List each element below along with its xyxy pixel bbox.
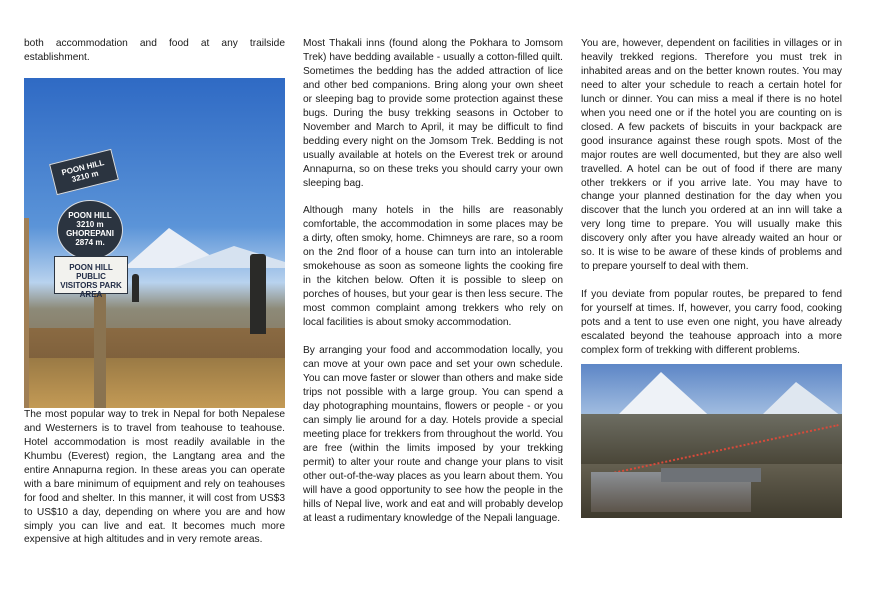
trekker-distant [132,274,139,302]
paragraph: You are, however, dependent on facilities in villages or in heavily trekked regions. Therefore you must trek in inhabited areas and on the better known routes. You may need to alter your schedule to reach a certain hotel for lunch or dinner. You can miss a meal if there is no hotel when you need one or if the hotel you are counting on is closed. A few packets of biscuits in your backpack are good insurance against these rough spots. Most of the major routes are well documented, but they are also well travelled. A hotel can be out of food if there are many other trekkers or if you arrive late. You may have to change your planned destination for the day when you discover that the lunch you ordered at an inn will take a very long time to prepare. You will usually make this discovery only after you have already waited an hour or so. It is wise to be aware of these kinds of problems and to prepare yourself to deal with them. [581,38,842,273]
dark-ridge [581,414,842,464]
snow-ridge [174,246,285,268]
paragraph: both accommodation and food at any trailside establishment. [24,38,285,63]
trekker [250,254,266,334]
poon-hill-sign: POON HILL 3210 m [49,149,119,196]
text-column-3 [581,37,842,518]
mountain-village-photo [581,364,842,518]
roof [661,468,761,482]
paragraph: If you deviate from popular routes, be prepared to fend for yourself at times. If, however, you carry food, cooking pots and a tent to use even one night, you have already escalated beyond the teahouse approach into a more complex form of trekking with different problems. [581,289,842,357]
paragraph: Most Thakali inns (found along the Pokhara to Jomsom Trek) have bedding available - usually a cotton-filled quilt. Sometimes the bedding has the added attraction of lice and other bed companions. Bring along your own sheet or sleeping bag to provide some protection against these bugs. During the busy trekking seasons in October to November and March to April, it may be difficult to find bedding every night on the Jomsom Trek. Bedding is not usually available at hotels on the Everest trek or around Annapurna, so on these treks you should carry your own sleeping bag. [303,38,563,189]
snow-peak [761,382,841,416]
text-column-2 [303,37,563,525]
grass [24,358,285,408]
paragraph: By arranging your food and accommodation locally, you can move at your own pace and set your own schedule. You can move faster or slower than others and make side trips not possible with a large group. You can spend a day photographing mountains, flowers or people - or you can simply lie around for a day. Hotels provide a special meeting place for trekkers from throughout the world. You are free (within the limits imposed by your trekking permit) to alter your route and change your plans to visit other out-of-the-way places as you learn about them. You will have a good opportunity to see how the people in the hills of Nepal live, work and eat and will probably develop at least a rudimentary knowledge of the Nepali language. [303,345,563,524]
signpost-pole [24,218,29,408]
text-column-1 [24,37,285,547]
poon-hill-photo [24,78,285,408]
paragraph: The most popular way to trek in Nepal for both Nepalese and Westerners is to travel from teahouse to teahouse. Hotel accommodation is most readily available in the Khumbu (Everest) region, the Langtang area and the entire Annapurna region. In these areas you can operate with a bare minimum of equipment and rely on teahouses for food and shelter. In this manner, it will cost from US$3 to US$10 a day, depending on where you are and how simply you can live and eat. It becomes much more expensive at high altitudes and in very remote areas. [24,408,285,546]
ghorepani-sign: POON HILL 3210 m GHOREPANI 2874 m. [57,200,123,260]
paragraph: Although many hotels in the hills are reasonably comfortable, the accommodation in some places may be a dirty, often smoky, home. Chimneys are rare, so a room on the 2nd floor of a house can turn into an intolerable smokehouse as soon as someone lights the cooking fire in the kitchen below. Often it is possible to sleep on porches of houses, but your gear is then less secure. The most common complaint among trekkers who rely on local facilities is about smoky accommodation. [303,205,563,329]
visitors-park-sign: POON HILL PUBLIC VISITORS PARK AREA [54,256,128,294]
